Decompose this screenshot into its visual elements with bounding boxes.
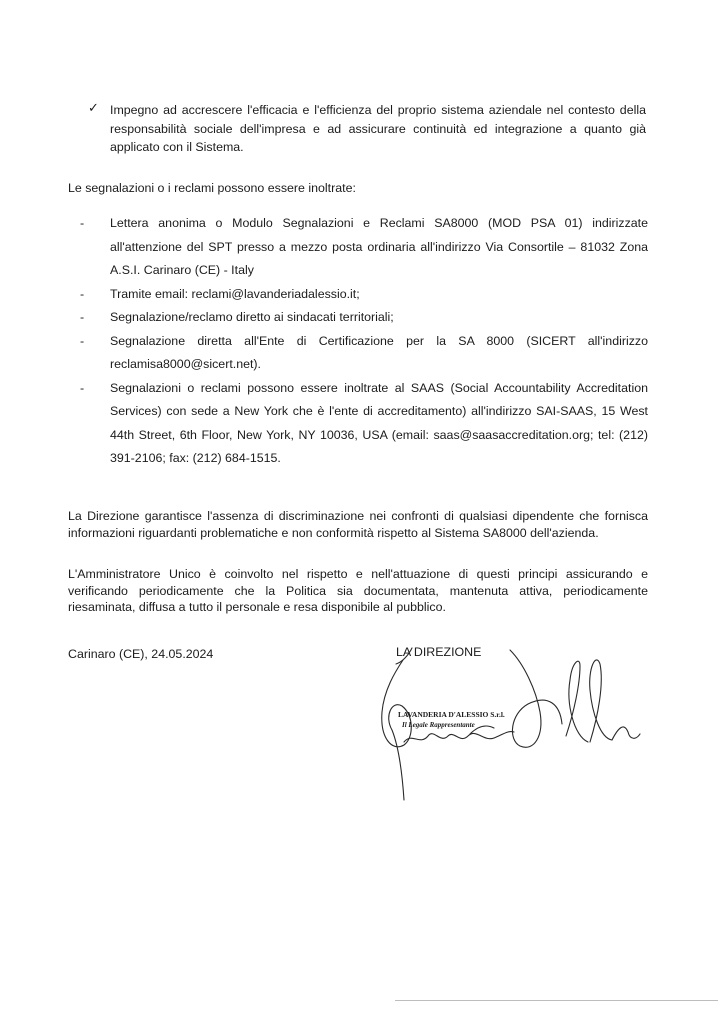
list-item-text: Segnalazione diretta all'Ente di Certificazione per la SA 8000 (SICERT all'indirizzo reclamisa8000@sicert.net). [110, 333, 648, 371]
dash-bullet: - [80, 333, 85, 348]
list-item-text: Tramite email: reclami@lavanderiadalessio.it; [110, 286, 360, 301]
dash-bullet: - [80, 286, 85, 301]
reports-intro: Le segnalazioni o i reclami possono essere inoltrate: [68, 181, 356, 195]
stamp-company-name: LAVANDERIA D'ALESSIO S.r.l. [398, 710, 505, 719]
page-edge-line [395, 1000, 718, 1001]
list-item-text: Segnalazione/reclamo diretto ai sindacati territoriali; [110, 310, 394, 324]
signatory-title: LA DIREZIONE [396, 645, 482, 659]
dash-bullet: - [80, 310, 85, 324]
company-stamp [398, 710, 505, 730]
checkmark-icon: ✓ [88, 101, 99, 116]
stamp-role: Il Legale Rappresentante [402, 721, 475, 729]
dash-bullet: - [80, 380, 85, 395]
checklist-text: Impegno ad accrescere l'efficacia e l'efficienza del proprio sistema aziendale nel contesto della responsabilità sociale dell'impresa e ad assicurare continuità ed integrazione a quanto già applicato con il Sistema. [110, 103, 646, 154]
list-item-text: Lettera anonima o Modulo Segnalazioni e Reclami SA8000 (MOD PSA 01) indirizzate all'attenzione del SPT presso a mezzo posta ordinaria all'indirizzo Via Consortile – 81032 Zona A.S.I. Carinaro (CE) - Italy [110, 216, 648, 277]
administrator-paragraph: L'Amministratore Unico è coinvolto nel rispetto e nell'attuazione di questi principi assicurando e verificando periodicamente che la Politica sia documentata, mantenuta attiva, periodicamente riesaminata, diffusa a tutto il personale e resa disponibile al pubblico. [68, 567, 648, 614]
place-date: Carinaro (CE), 24.05.2024 [68, 647, 214, 661]
dash-bullet: - [80, 216, 85, 230]
non-discrimination-paragraph: La Direzione garantisce l'assenza di discriminazione nei confronti di qualsiasi dipendente che fornisca informazioni riguardanti problematiche e non conformità rispetto al Sistema SA8000 dell'azienda. [68, 509, 648, 540]
list-item-text: Segnalazioni o reclami possono essere inoltrate al SAAS (Social Accountability Accreditation Services) con sede a New York che è l'ente di accreditamento) all'indirizzo SAI-SAAS, 15 West 44th Street, 6th Floor, New York, NY 10036, USA (email: saas@saasaccreditation.org; tel: (212) 391-2106; fax: (212) 684-1515. [110, 380, 648, 465]
